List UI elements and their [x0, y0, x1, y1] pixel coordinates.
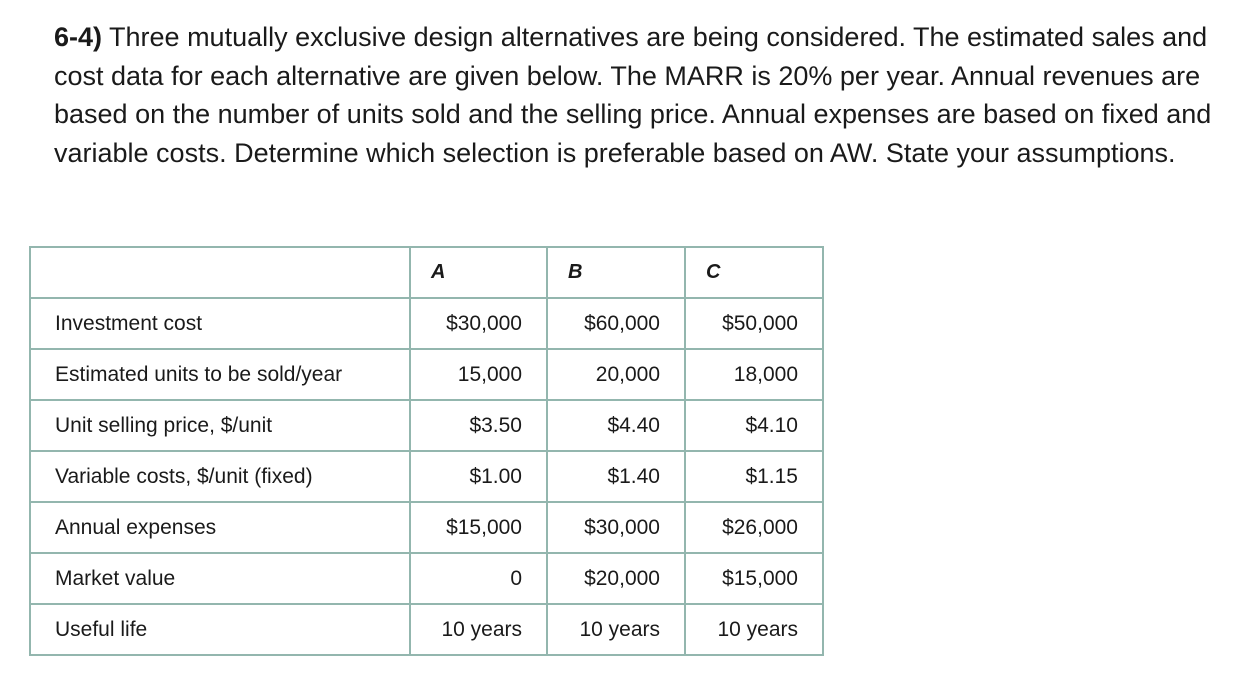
table-row	[30, 604, 823, 655]
header-a: A	[410, 247, 547, 298]
cell-a: 0	[410, 553, 547, 604]
cell-a: $3.50	[410, 400, 547, 451]
cell-c: $4.10	[685, 400, 823, 451]
cell-b: 20,000	[547, 349, 685, 400]
table-row	[30, 349, 823, 400]
row-label: Variable costs, $/unit (fixed)	[30, 451, 410, 502]
table-row	[30, 502, 823, 553]
cell-b: $60,000	[547, 298, 685, 349]
cell-a: $15,000	[410, 502, 547, 553]
row-label: Estimated units to be sold/year	[30, 349, 410, 400]
cell-b: $1.40	[547, 451, 685, 502]
cell-a: $1.00	[410, 451, 547, 502]
cell-c: $26,000	[685, 502, 823, 553]
problem-text: Three mutually exclusive design alternatives are being considered. The estimated sales and cost data for each alternative are given below. The MARR is 20% per year. Annual revenues are based on the number of units sold and the selling price. Annual expenses are based on fixed and variable costs. Determine which selection is preferable based on AW. State your assumptions.	[54, 22, 1212, 168]
alternatives-table	[29, 246, 824, 656]
cell-a: 15,000	[410, 349, 547, 400]
table-row	[30, 400, 823, 451]
header-c: C	[685, 247, 823, 298]
cell-b: $30,000	[547, 502, 685, 553]
problem-number: 6-4)	[54, 22, 103, 52]
table-row	[30, 451, 823, 502]
cell-c: 10 years	[685, 604, 823, 655]
cell-c: $50,000	[685, 298, 823, 349]
row-label: Unit selling price, $/unit	[30, 400, 410, 451]
problem-statement	[54, 18, 1224, 172]
cell-b: $4.40	[547, 400, 685, 451]
header-b: B	[547, 247, 685, 298]
cell-c: $1.15	[685, 451, 823, 502]
cell-c: $15,000	[685, 553, 823, 604]
cell-b: 10 years	[547, 604, 685, 655]
cell-a: 10 years	[410, 604, 547, 655]
header-empty	[30, 247, 410, 298]
cell-c: 18,000	[685, 349, 823, 400]
row-label: Market value	[30, 553, 410, 604]
cell-b: $20,000	[547, 553, 685, 604]
table-header-row	[30, 247, 823, 298]
row-label: Useful life	[30, 604, 410, 655]
table-row	[30, 298, 823, 349]
row-label: Annual expenses	[30, 502, 410, 553]
row-label: Investment cost	[30, 298, 410, 349]
table-row	[30, 553, 823, 604]
cell-a: $30,000	[410, 298, 547, 349]
